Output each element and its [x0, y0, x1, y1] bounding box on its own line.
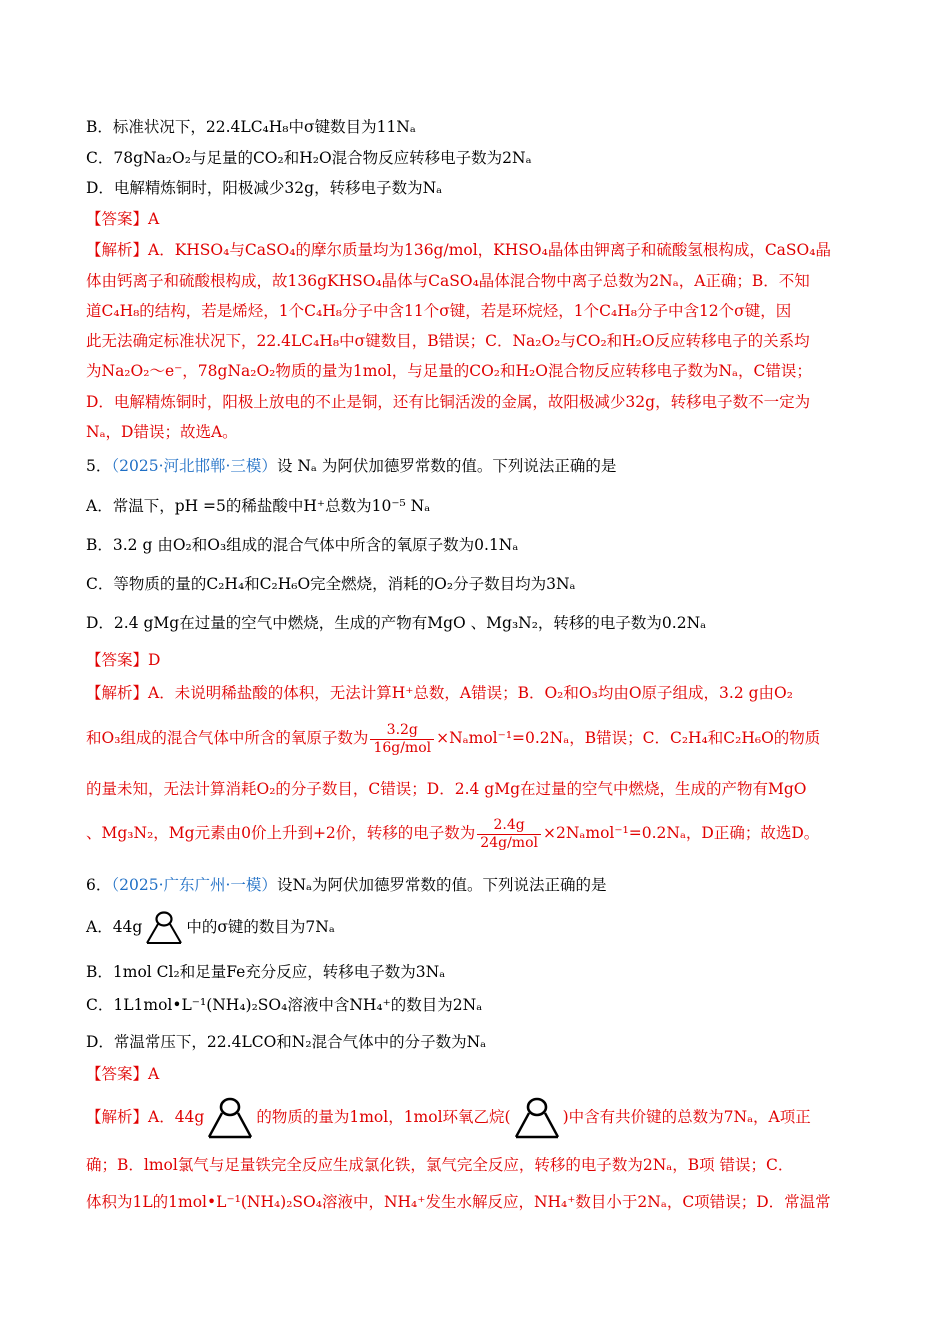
q6-option-d: D．常温常压下，22.4LCO和N₂混合气体中的分子数为Nₐ: [86, 1033, 487, 1051]
q4-analysis-line: 【解析】A．KHSO₄与CaSO₄的摩尔质量均为136g/mol，KHSO₄晶体由钾离子和硫酸氢根构成，CaSO₄晶: [86, 241, 831, 259]
q6-option-a-text: A．44g: [86, 918, 143, 936]
q4-answer: 【答案】A: [86, 210, 160, 228]
q5-analysis-line-3: 的量未知，无法计算消耗O₂的分子数目，C错误；D．2.4 gMg在过量的空气中燃烧，生成的产物有MgO: [86, 780, 807, 798]
q5-option-d: D．2.4 gMg在过量的空气中燃烧，生成的产物有MgO 、Mg₃N₂，转移的电子数为0.2Nₐ: [86, 614, 707, 632]
q5-option-b: B．3.2 g 由O₂和O₃组成的混合气体中所含的氧原子数为0.1Nₐ: [86, 536, 519, 554]
q4-option-b: B．标准状况下，22.4LC₄H₈中σ键数目为11Nₐ: [86, 118, 416, 136]
q6-stem-line: [86, 875, 606, 895]
q4-analysis-line: 此无法确定标准状况下，22.4LC₄H₈中σ键数目，B错误；C．Na₂O₂与CO₂和H₂O反应转移电子的关系均: [86, 332, 810, 350]
q5-analysis-line-4: [86, 813, 819, 853]
q5-analysis-text: ×Nₐmol⁻¹=0.2Nₐ，B错误；C．C₂H₄和C₂H₆O的物质: [436, 729, 821, 747]
q4-analysis-line: D．电解精炼铜时，阳极上放电的不止是铜，还有比铜活泼的金属，故阳极减少32g，转移电子数不一定为: [86, 393, 811, 411]
q6-source: （2025·广东广州·一模）: [111, 876, 277, 894]
q4-analysis-line: Nₐ，D错误；故选A。: [86, 423, 238, 441]
q5-analysis-text: ×2Nₐmol⁻¹=0.2Nₐ，D正确；故选D。: [542, 824, 820, 842]
epoxide-structure-icon: [207, 1097, 253, 1139]
fraction: [477, 817, 541, 852]
q6-analysis-line-2: 确；B．lmol氯气与足量铁完全反应生成氯化铁，氯气完全反应，转移的电子数为2Nₐ，B项 错误；C．: [86, 1156, 794, 1174]
q6-option-c: C．1L1mol•L⁻¹(NH₄)₂SO₄溶液中含NH₄⁺的数目为2Nₐ: [86, 996, 483, 1014]
q5-analysis-text: 和O₃组成的混合气体中所含的氧原子数为: [86, 729, 369, 747]
q4-analysis-line: 为Na₂O₂～e⁻，78gNa₂O₂物质的量为1mol，与足量的CO₂和H₂O混合物反应转移电子数为Nₐ，C错误；: [86, 362, 812, 380]
q6-option-a: [86, 910, 335, 945]
q5-analysis-text: 、Mg₃N₂，Mg元素由0价上升到+2价，转移的电子数为: [86, 824, 476, 842]
epoxide-structure-icon: [514, 1097, 560, 1139]
fraction-numerator: 3.2g: [370, 722, 434, 740]
q4-option-c: C．78gNa₂O₂与足量的CO₂和H₂O混合物反应转移电子数为2Nₐ: [86, 149, 532, 167]
q6-number: 6．: [86, 876, 112, 894]
q5-stem-line: [86, 456, 616, 476]
q6-option-a-text: 中的σ键的数目为7Nₐ: [186, 918, 335, 936]
fraction-denominator: 16g/mol: [373, 739, 432, 756]
q5-option-c: C．等物质的量的C₂H₄和C₂H₆O完全燃烧，消耗的O₂分子数目均为3Nₐ: [86, 575, 576, 593]
q4-analysis-line: 道C₄H₈的结构，若是烯烃，1个C₄H₈分子中含11个σ键，若是环烷烃，1个C₄H₈分子中含12个σ键，因: [86, 302, 792, 320]
q5-number: 5．: [86, 457, 112, 475]
q6-analysis-line-1: [86, 1094, 811, 1140]
q4-analysis-line: 体由钙离子和硫酸根构成，故136gKHSO₄晶体与CaSO₄晶体混合物中离子总数为2Nₐ，A正确；B．不知: [86, 272, 810, 290]
q4-option-d: D．电解精炼铜时，阳极减少32g，转移电子数为Nₐ: [86, 179, 443, 197]
q5-analysis-line-1: 【解析】A．未说明稀盐酸的体积，无法计算H⁺总数，A错误；B．O₂和O₃均由O原子组成，3.2 g由O₂: [86, 684, 793, 702]
q6-option-b: B．1mol Cl₂和足量Fe充分反应，转移电子数为3Nₐ: [86, 963, 446, 981]
q5-option-a: A．常温下，pH =5的稀盐酸中H⁺总数为10⁻⁵ Nₐ: [86, 497, 431, 515]
fraction-denominator: 24g/mol: [480, 834, 538, 851]
q5-source: （2025·河北邯郸·三模）: [111, 457, 277, 475]
fraction: [370, 722, 434, 757]
q6-analysis-text: 【解析】A．44g: [86, 1108, 205, 1126]
epoxide-structure-icon: [145, 911, 183, 945]
q6-analysis-text: )中含有共价键的总数为7Nₐ，A项正: [562, 1108, 811, 1126]
q5-answer: 【答案】D: [86, 651, 161, 669]
q5-analysis-line-2: [86, 718, 820, 758]
fraction-numerator: 2.4g: [477, 817, 541, 835]
q6-analysis-line-3: 体积为1L的1mol•L⁻¹(NH₄)₂SO₄溶液中，NH₄⁺发生水解反应，NH₄⁺数目小于2Nₐ，C项错误；D．常温常: [86, 1193, 831, 1211]
q6-analysis-text: 的物质的量为1mol，1mol环氧乙烷(: [256, 1108, 511, 1126]
q6-stem: 设Nₐ为阿伏加德罗常数的值。下列说法正确的是: [276, 876, 607, 894]
q6-answer: 【答案】A: [86, 1065, 160, 1083]
q5-stem: 设 Nₐ 为阿伏加德罗常数的值。下列说法正确的是: [276, 457, 617, 475]
